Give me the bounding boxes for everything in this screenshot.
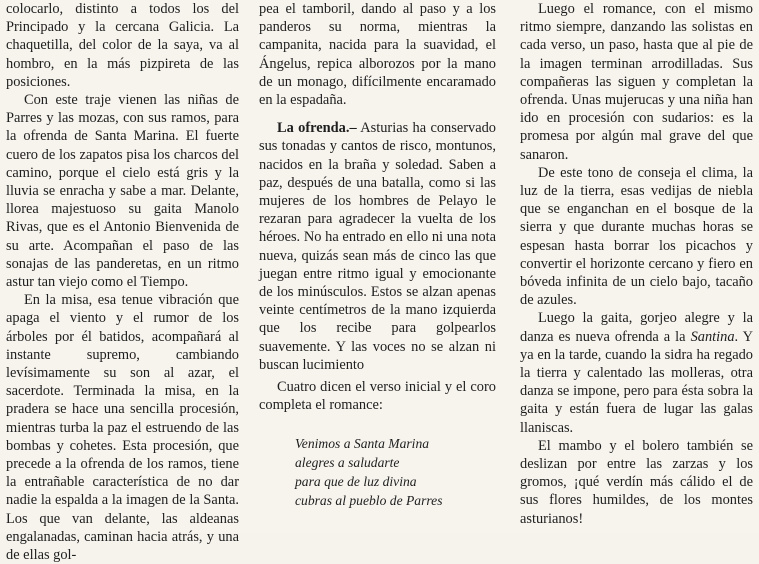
emphasis: Santina bbox=[690, 328, 735, 345]
poem-line: Venimos a Santa Marina bbox=[295, 436, 430, 452]
paragraph-text: Asturias ha conservado sus tonadas y cantos de risco, montunos, nacidos en la braña y soledad. Saben a paz, después de una batalla, como si las mujeres de los hombres de Pelayo le rezaran para agradecer la vuelta de los héroes. No ha entrado en ello ni una nota nueva, quizás sean más de cinco las que juegan entre ritmo igual y emocionante de los minúsculos. Estos se alzan apenas veinte centímetros de la mano izquierda que los recibe para golpearlos suavemente. Y las voces no se alzan ni buscan lucimiento bbox=[259, 120, 497, 373]
paragraph-text: . Y ya en la tarde, cuando la sidra ha regado la tierra y calentado las molleras, otra danza se impone, pero para ésta sobra la gaita y están fuera de lugar las galas llaniscas. bbox=[520, 328, 753, 436]
paragraph bbox=[259, 119, 496, 374]
paragraph-text: Luego la gaita, gorjeo alegre y la danza es nueva ofrenda a la bbox=[520, 310, 753, 345]
paragraph: Con este traje vienen las niñas de Parres y las mozas, con sus ramos, para la ofrenda de Santa Marina. El fuerte cuero de los zapatos pisa los charcos del camino, porque el cielo está gris y la lluvia se enracha y sabe a mar. Delante, llorea majestuoso su gaita Manolo Rivas, que es el Antonio Bienvenida de su arte. Acompañan el paso de las sonajas de las panderetas, en un ritmo astur tan viejo como el Tiempo. bbox=[6, 92, 239, 291]
poem-line: alegres a saludarte bbox=[295, 455, 400, 471]
paragraph: colocarlo, distinto a todos los del Principado y la cercana Galicia. La chaquetilla, del color de la saya, va al hombro, en la más pizpireta de las posiciones. bbox=[6, 1, 239, 90]
paragraph: Luego el romance, con el mismo ritmo siempre, danzando las solistas en cada verso, un paso, hasta que al pie de la imagen terminan arrodilladas. Sus compañeras las siguen y completan la ofrenda. Unas mujerucas y una niña han ido en procesión con sudarios: es la promesa por algún mal grave del que sanaron. bbox=[520, 1, 753, 163]
column-right bbox=[520, 0, 753, 533]
paragraph: En la misa, esa tenue vibración que apaga el viento y el rumor de los árboles por él batidos, acompañará al instante supremo, cambiando levísimamente su son al azar, el sacerdote. Terminada la misa, en la pradera se hace una sencilla procesión, mientras turba la paz el estruendo de las bombas y cohetes. Esta procesión, que precede a la ofrenda de los ramos, tiene la entrañable característica de no dar nadie la espalda a la imagen de la Santa. Los que van delante, las aldeanas engalanadas, caminan hacia atrás, y una de ellas gol- bbox=[6, 292, 239, 564]
column-left bbox=[6, 0, 239, 564]
paragraph: De este tono de conseja el clima, la luz de la tierra, esas vedijas de niebla que se enganchan en el bosque de la sierra y que durante muchas horas se espesan hasta borrar los picachos y convertir el horizonte cercano y fiero en bóveda infinita de un cielo bajo, tacaño de azules. bbox=[520, 164, 753, 309]
column-middle bbox=[259, 0, 496, 533]
paragraph bbox=[520, 309, 753, 436]
poem-line: cubras al pueblo de Parres bbox=[295, 493, 443, 509]
paragraph: El mambo y el bolero también se deslizan por entre las zarzas y los gromos, ¡qué verdín más cálido el de sus flores humildes, de los montes asturianos! bbox=[520, 437, 753, 527]
section-heading: La ofrenda.– bbox=[277, 120, 357, 137]
poem bbox=[295, 434, 496, 510]
poem-line: para que de luz divina bbox=[295, 474, 417, 490]
paragraph: Cuatro dicen el verso inicial y el coro completa el romance: bbox=[259, 379, 496, 414]
paragraph: pea el tamboril, dando al paso y a los panderos su norma, mientras la campanita, nacida para la suavidad, el Ángelus, repica alborozos por la mano de un monago, difícilmente encaramado en la espadaña. bbox=[259, 1, 496, 109]
